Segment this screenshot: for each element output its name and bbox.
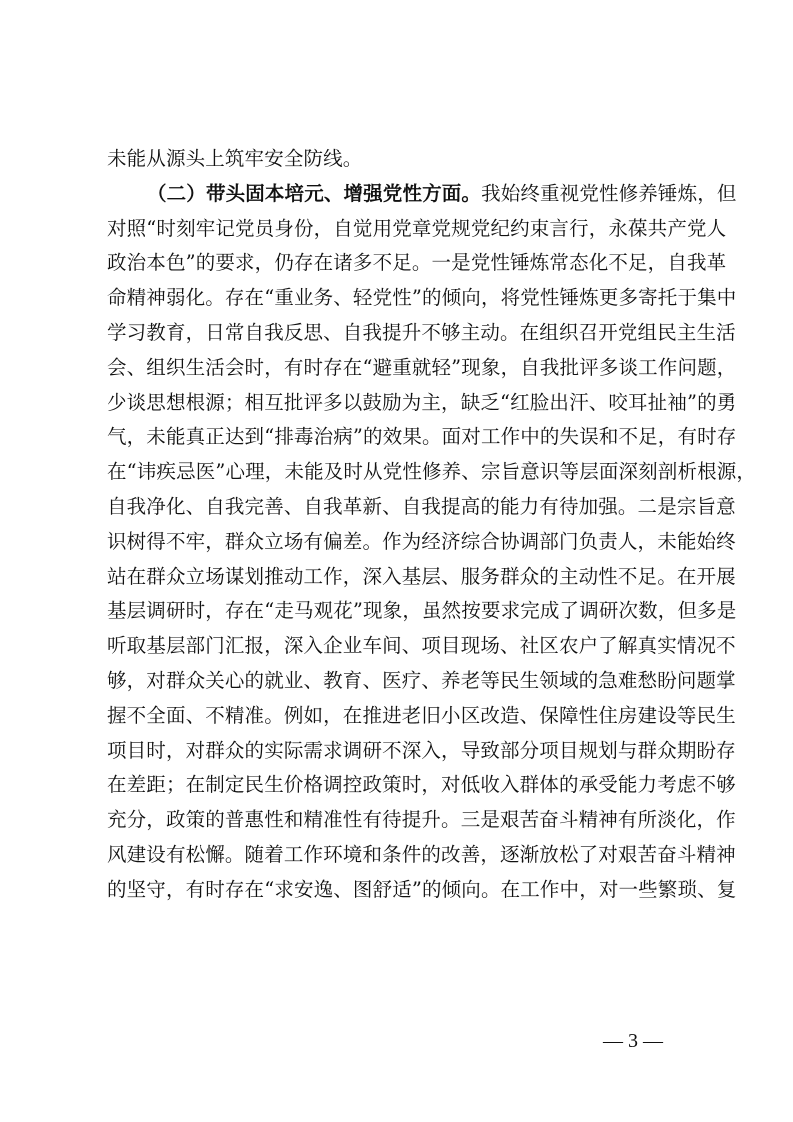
text-line: 的坚守，有时存在“求安逸、图舒适”的倾向。在工作中，对一些繁琐、复 — [107, 877, 737, 901]
text-line: 握不全面、不精准。例如，在推进老旧小区改造、保障性住房建设等民生 — [107, 703, 736, 727]
text-line: 政治本色”的要求，仍存在诸多不足。一是党性锤炼常态化不足，自我革 — [107, 251, 727, 275]
text-line: 识树得不牢，群众立场有偏差。作为经济综合协调部门负责人，未能始终 — [107, 529, 736, 553]
text-line: 基层调研时，存在“走马观花”现象，虽然按要求完成了调研次数，但多是 — [107, 599, 737, 623]
text-line: 充分，政策的普惠性和精准性有待提升。三是艰苦奋斗精神有所淡化，作 — [107, 808, 736, 832]
text-line: 会、组织生活会时，有时存在“避重就轻”现象，自我批评多谈工作问题， — [107, 355, 737, 379]
text-line: 对照“时刻牢记党员身份，自觉用党章党规党纪约束言行，永葆共产党人 — [107, 216, 727, 240]
body-text — [107, 142, 757, 908]
text-line: 够，对群众关心的就业、教育、医疗、养老等民生领域的急难愁盼问题掌 — [107, 668, 736, 692]
text-line: 听取基层部门汇报，深入企业车间、项目现场、社区农户了解真实情况不 — [107, 634, 736, 658]
text-line: 项目时，对群众的实际需求调研不深入，导致部分项目规划与群众期盼存 — [107, 738, 736, 762]
text-line: 站在群众立场谋划推动工作，深入基层、服务群众的主动性不足。在开展 — [107, 564, 736, 588]
text-line: 学习教育，日常自我反思、自我提升不够主动。在组织召开党组民主生活 — [107, 320, 736, 344]
text-span: 我始终重视党性修养锤炼，但 — [481, 181, 737, 205]
text-line: 气，未能真正达到“排毒治病”的效果。面对工作中的失误和不足，有时存 — [107, 425, 737, 449]
text-line: 未能从源头上筑牢安全防线。 — [107, 147, 363, 170]
text-line: 风建设有松懈。随着工作环境和条件的改善，逐渐放松了对艰苦奋斗精神 — [107, 842, 736, 866]
page-number: — 3 — — [603, 1030, 663, 1052]
text-line: 自我净化、自我完善、自我革新、自我提高的能力有待加强。二是宗旨意 — [107, 494, 736, 518]
text-line — [107, 177, 737, 212]
section-heading: （二）带头固本培元、增强党性方面。 — [147, 181, 482, 205]
text-line: 命精神弱化。存在“重业务、轻党性”的倾向，将党性锤炼更多寄托于集中 — [107, 286, 737, 310]
text-line: 在“讳疾忌医”心理，未能及时从党性修养、宗旨意识等层面深刻剖析根源， — [107, 460, 757, 484]
text-line: 少谈思想根源；相互批评多以鼓励为主，缺乏“红脸出汗、咬耳扯袖”的勇 — [107, 390, 737, 414]
text-line: 在差距；在制定民生价格调控政策时，对低收入群体的承受能力考虑不够 — [107, 773, 736, 797]
